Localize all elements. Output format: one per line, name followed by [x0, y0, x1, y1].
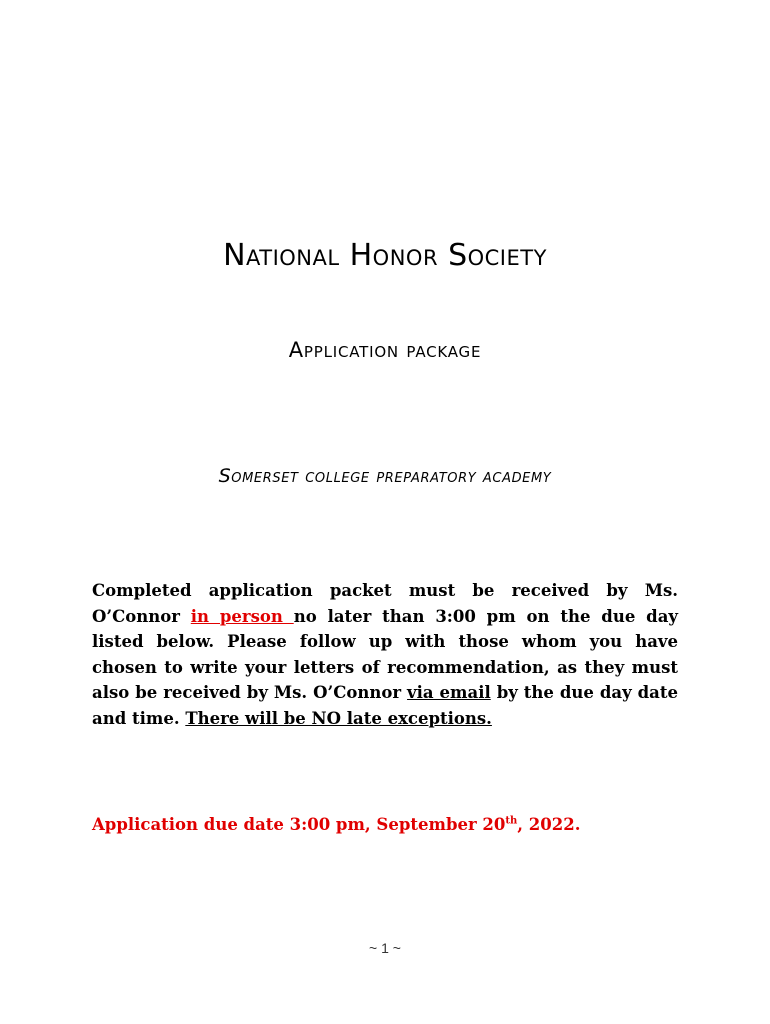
in-person-emphasis: in person	[190, 606, 294, 626]
instructions-text-2: no later than 3:00 pm on the due day listed below. Please follow up with those whom you have chosen to write your letters of recommendation, as they must also be received by Ms. O’Connor	[92, 606, 678, 703]
no-late-exceptions-emphasis: There will be NO late exceptions.	[185, 708, 492, 728]
due-date-ordinal: th	[505, 815, 518, 827]
via-email-emphasis: via email	[407, 683, 491, 703]
due-date-year: , 2022.	[517, 815, 581, 834]
page-number: ~ 1 ~	[369, 940, 401, 956]
page-subtitle: Application package	[288, 338, 482, 362]
school-name: Somerset college preparatory academy	[218, 465, 552, 487]
instructions-text-3: by the due day date and time.	[92, 683, 678, 728]
instructions-paragraph	[92, 578, 678, 732]
instructions-text-1: Completed application packet must be received by Ms. O’Connor	[92, 581, 678, 626]
due-date-line	[92, 815, 692, 834]
page-title: National Honor Society	[223, 238, 547, 273]
due-date-text: Application due date 3:00 pm, September 20	[92, 815, 506, 834]
